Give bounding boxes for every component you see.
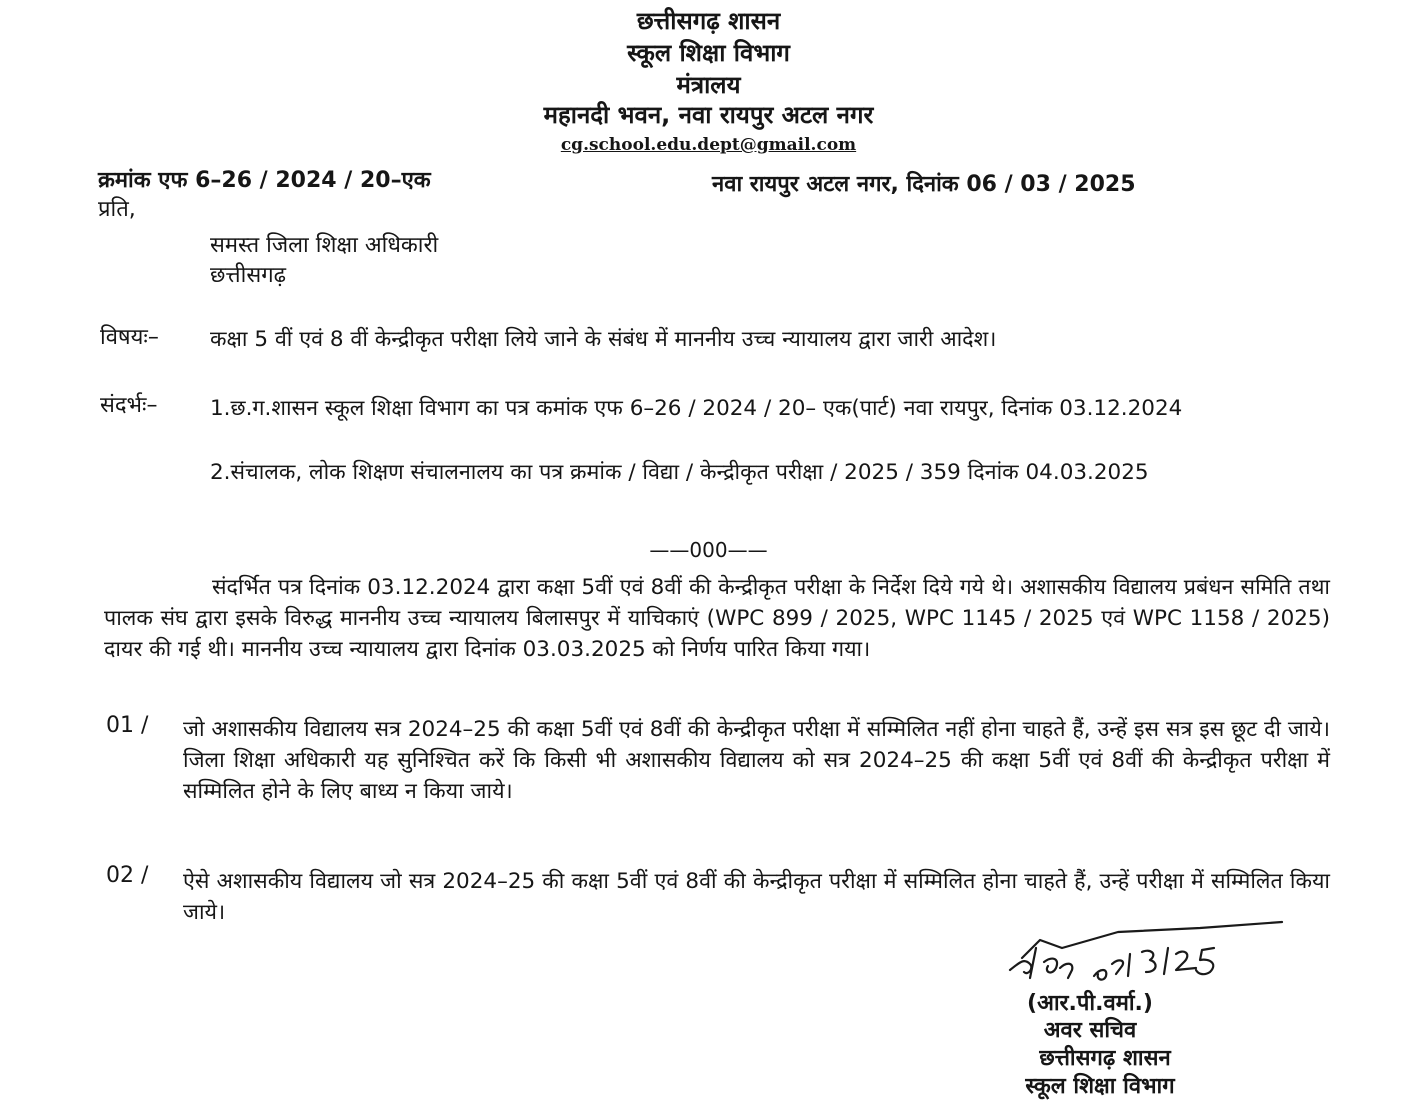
place-date: नवा रायपुर अटल नगर, दिनांक 06 / 03 / 2025 <box>712 172 1136 197</box>
point-number: 01 / <box>106 713 149 738</box>
separator: ——000—— <box>649 538 768 562</box>
point-number: 02 / <box>106 863 149 888</box>
main-paragraph: संदर्भित पत्र दिनांक 03.12.2024 द्वारा कक्षा 5वीं एवं 8वीं की केन्द्रीकृत परीक्षा के निर्देश दिये गये थे। अशासकीय विद्यालय प्रबंधन समिति तथा पालक संघ द्वारा इसके विरुद्ध माननीय उच्च न्यायालय बिलासपुर में याचिकाएं (WPC 899 / 2025, WPC 1145 / 2025 एवं WPC 1158 / 2025) दायर की गई थी। माननीय उच्च न्यायालय द्वारा दिनांक 03.03.2025 को निर्णय पारित किया गया। <box>104 575 1330 662</box>
subject-label: विषयः– <box>100 325 159 350</box>
recipient-prati: प्रति, <box>98 197 136 222</box>
reference-number: क्रमांक एफ 6–26 / 2024 / 20–एक <box>98 168 431 193</box>
recipient-line1: समस्त जिला शिक्षा अधिकारी <box>210 233 439 258</box>
point-text: ऐसे अशासकीय विद्यालय जो सत्र 2024–25 की कक्षा 5वीं एवं 8वीं की केन्द्रीकृत परीक्षा में सम्मिलित होना चाहते हैं, उन्हें परीक्षा में सम्मिलित किया जाये। <box>183 869 1330 925</box>
reference-item-2: 2.संचालक, लोक शिक्षण संचालनालय का पत्र क्रमांक / विद्या / केन्द्रीकृत परीक्षा / 2025 / 359 दिनांक 04.03.2025 <box>210 460 1149 485</box>
recipient-line2: छत्तीसगढ़ <box>210 263 286 288</box>
subject-text: कक्षा 5 वीं एवं 8 वीं केन्द्रीकृत परीक्षा लिये जाने के संबंध में माननीय उच्च न्यायालय द्वारा जारी आदेश। <box>210 327 997 352</box>
signatory-designation: अवर सचिव <box>1043 1018 1137 1043</box>
reference-item-1: 1.छ.ग.शासन स्कूल शिक्षा विभाग का पत्र कमांक एफ 6–26 / 2024 / 20– एक(पार्ट) नवा रायपुर, दिनांक 03.12.2024 <box>210 396 1183 421</box>
header-email <box>0 134 1417 156</box>
email-text: cg.school.edu.dept@gmail.com <box>560 135 857 155</box>
references-label: संदर्भः– <box>100 393 158 418</box>
header-government: छत्तीसगढ़ शासन <box>636 7 781 35</box>
header-address: महानदी भवन, नवा रायपुर अटल नगर <box>543 101 874 129</box>
header-ministry: मंत्रालय <box>676 71 741 99</box>
header-department: स्कूल शिक्षा विभाग <box>627 39 790 67</box>
signatory-org-2: स्कूल शिक्षा विभाग <box>1025 1074 1175 1099</box>
signatory-org-1: छत्तीसगढ़ शासन <box>1039 1046 1171 1071</box>
handwritten-signature <box>1000 918 1290 986</box>
point-text: जो अशासकीय विद्यालय सत्र 2024–25 की कक्षा 5वीं एवं 8वीं की केन्द्रीकृत परीक्षा में सम्मिलित नहीं होना चाहते हैं, उन्हें इस सत्र इस छूट दी जाये। जिला शिक्षा अधिकारी यह सुनिश्चित करें कि किसी भी अशासकीय विद्यालय को सत्र 2024–25 की कक्षा 5वीं एवं 8वीं की केन्द्रीकृत परीक्षा में सम्मिलित होने के लिए बाध्य न किया जाये। <box>183 717 1330 804</box>
signatory-name: (आर.पी.वर्मा.) <box>1027 991 1153 1016</box>
